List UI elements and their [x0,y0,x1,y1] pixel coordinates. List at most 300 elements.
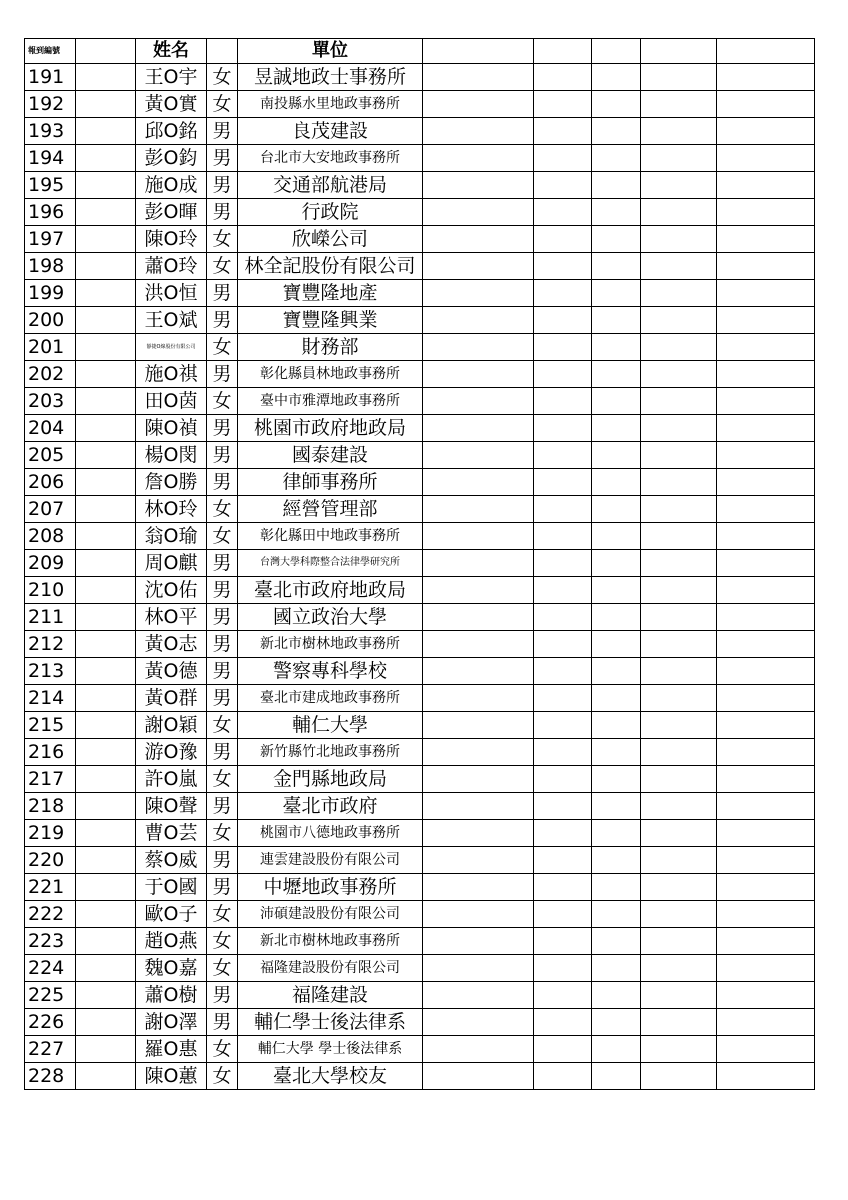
reg-no-cell: 208 [25,523,76,550]
blank-cell [76,1063,136,1090]
header-blank-2 [423,39,534,64]
table-row [25,928,815,955]
sex-cell: 女 [207,712,238,739]
table-row [25,820,815,847]
table-row [25,280,815,307]
blank-cell [641,361,717,388]
header-row [25,39,815,64]
blank-cell [423,739,534,766]
sex-cell: 女 [207,388,238,415]
name-cell: 彭O鈞 [136,145,207,172]
blank-cell [592,820,641,847]
blank-cell [717,496,815,523]
name-cell: 陳O玲 [136,226,207,253]
unit-cell: 福隆建設股份有限公司 [238,955,423,982]
blank-cell [717,847,815,874]
blank-cell [534,226,592,253]
unit-cell: 福隆建設 [238,982,423,1009]
table-row [25,739,815,766]
unit-cell: 國立政治大學 [238,604,423,631]
blank-cell [534,577,592,604]
unit-cell: 新北市樹林地政事務所 [238,631,423,658]
blank-cell [592,1036,641,1063]
unit-cell: 臺中市雅潭地政事務所 [238,388,423,415]
blank-cell [592,415,641,442]
reg-no-cell: 216 [25,739,76,766]
blank-cell [423,172,534,199]
blank-cell [76,982,136,1009]
reg-no-cell: 228 [25,1063,76,1090]
unit-cell: 台北市大安地政事務所 [238,145,423,172]
blank-cell [534,361,592,388]
sex-cell: 男 [207,847,238,874]
blank-cell [76,955,136,982]
blank-cell [592,1063,641,1090]
blank-cell [641,145,717,172]
blank-cell [592,712,641,739]
table-row [25,388,815,415]
name-cell: 詹O勝 [136,469,207,496]
blank-cell [641,334,717,361]
blank-cell [76,64,136,91]
name-cell: 靜捷O線股份有限公司 [136,334,207,361]
blank-cell [592,631,641,658]
blank-cell [592,550,641,577]
blank-cell [534,793,592,820]
table-row [25,955,815,982]
unit-cell: 警察專科學校 [238,658,423,685]
blank-cell [641,253,717,280]
blank-cell [76,388,136,415]
name-cell: 謝O澤 [136,1009,207,1036]
blank-cell [641,766,717,793]
blank-cell [534,739,592,766]
table-row [25,1009,815,1036]
blank-cell [76,496,136,523]
name-cell: 彭O暉 [136,199,207,226]
sex-cell: 女 [207,91,238,118]
blank-cell [76,145,136,172]
blank-cell [423,874,534,901]
reg-no-cell: 192 [25,91,76,118]
sex-cell: 男 [207,1009,238,1036]
blank-cell [423,712,534,739]
table-row [25,361,815,388]
blank-cell [534,712,592,739]
blank-cell [592,685,641,712]
reg-no-cell: 195 [25,172,76,199]
blank-cell [592,901,641,928]
name-cell: 蕭O玲 [136,253,207,280]
blank-cell [717,145,815,172]
blank-cell [592,199,641,226]
blank-cell [717,550,815,577]
reg-no-cell: 215 [25,712,76,739]
sex-cell: 男 [207,658,238,685]
blank-cell [717,928,815,955]
blank-cell [76,658,136,685]
table-row [25,523,815,550]
reg-no-cell: 196 [25,199,76,226]
reg-no-cell: 209 [25,550,76,577]
sex-cell: 女 [207,253,238,280]
name-cell: 蔡O威 [136,847,207,874]
blank-cell [592,334,641,361]
blank-cell [423,388,534,415]
table-row [25,847,815,874]
reg-no-cell: 219 [25,820,76,847]
reg-no-cell: 214 [25,685,76,712]
name-cell: 施O成 [136,172,207,199]
blank-cell [717,604,815,631]
unit-cell: 金門縣地政局 [238,766,423,793]
unit-cell: 新北市樹林地政事務所 [238,928,423,955]
blank-cell [76,226,136,253]
header-blank-6 [717,39,815,64]
blank-cell [534,928,592,955]
name-cell: 王O宇 [136,64,207,91]
blank-cell [534,307,592,334]
sex-cell: 男 [207,550,238,577]
sex-cell: 男 [207,793,238,820]
blank-cell [423,118,534,145]
blank-cell [534,955,592,982]
table-row [25,793,815,820]
table-row [25,64,815,91]
blank-cell [76,847,136,874]
blank-cell [641,685,717,712]
blank-cell [534,1063,592,1090]
blank-cell [423,334,534,361]
reg-no-cell: 221 [25,874,76,901]
blank-cell [641,739,717,766]
blank-cell [423,280,534,307]
blank-cell [592,145,641,172]
blank-cell [641,1009,717,1036]
blank-cell [592,253,641,280]
blank-cell [641,577,717,604]
unit-cell: 律師事務所 [238,469,423,496]
reg-no-cell: 198 [25,253,76,280]
blank-cell [717,118,815,145]
blank-cell [641,982,717,1009]
blank-cell [423,604,534,631]
blank-cell [717,1036,815,1063]
blank-cell [717,307,815,334]
blank-cell [423,307,534,334]
blank-cell [717,226,815,253]
unit-cell: 寶豐隆興業 [238,307,423,334]
reg-no-cell: 211 [25,604,76,631]
sex-cell: 男 [207,604,238,631]
blank-cell [717,874,815,901]
blank-cell [592,847,641,874]
name-cell: 歐O子 [136,901,207,928]
reg-no-cell: 197 [25,226,76,253]
table-row [25,172,815,199]
reg-no-cell: 217 [25,766,76,793]
header-blank-3 [534,39,592,64]
sex-cell: 女 [207,64,238,91]
blank-cell [534,1009,592,1036]
blank-cell [423,1009,534,1036]
blank-cell [534,172,592,199]
blank-cell [641,307,717,334]
blank-cell [717,388,815,415]
blank-cell [423,793,534,820]
blank-cell [76,442,136,469]
blank-cell [592,64,641,91]
blank-cell [592,955,641,982]
blank-cell [76,1036,136,1063]
blank-cell [641,118,717,145]
unit-cell: 彰化縣田中地政事務所 [238,523,423,550]
table-row [25,145,815,172]
name-cell: 林O玲 [136,496,207,523]
blank-cell [76,253,136,280]
blank-cell [76,820,136,847]
sex-cell: 男 [207,739,238,766]
table-row [25,307,815,334]
blank-cell [423,820,534,847]
blank-cell [423,928,534,955]
blank-cell [534,874,592,901]
table-row [25,982,815,1009]
blank-cell [423,145,534,172]
blank-cell [534,820,592,847]
blank-cell [423,496,534,523]
unit-cell: 桃園市政府地政局 [238,415,423,442]
blank-cell [641,442,717,469]
blank-cell [717,739,815,766]
reg-no-cell: 199 [25,280,76,307]
blank-cell [534,631,592,658]
name-cell: 陳O禎 [136,415,207,442]
table-row [25,685,815,712]
table-row [25,334,815,361]
reg-no-cell: 222 [25,901,76,928]
blank-cell [717,901,815,928]
blank-cell [717,766,815,793]
blank-cell [423,415,534,442]
unit-cell: 臺北大學校友 [238,1063,423,1090]
sex-cell: 男 [207,469,238,496]
unit-cell: 寶豐隆地產 [238,280,423,307]
sex-cell: 男 [207,145,238,172]
sex-cell: 男 [207,172,238,199]
blank-cell [423,442,534,469]
blank-cell [423,847,534,874]
blank-cell [592,91,641,118]
blank-cell [534,685,592,712]
blank-cell [641,280,717,307]
name-cell: 翁O瑜 [136,523,207,550]
blank-cell [423,901,534,928]
blank-cell [641,550,717,577]
blank-cell [641,901,717,928]
name-cell: 游O豫 [136,739,207,766]
table-row [25,901,815,928]
blank-cell [534,523,592,550]
name-cell: 邱O銘 [136,118,207,145]
unit-cell: 臺北市政府地政局 [238,577,423,604]
blank-cell [641,604,717,631]
unit-cell: 台灣大學科際整合法律學研究所 [238,550,423,577]
sex-cell: 女 [207,901,238,928]
blank-cell [717,199,815,226]
blank-cell [592,226,641,253]
blank-cell [76,712,136,739]
blank-cell [76,874,136,901]
blank-cell [592,982,641,1009]
blank-cell [641,64,717,91]
blank-cell [592,442,641,469]
blank-cell [641,874,717,901]
blank-cell [641,199,717,226]
attendance-table [24,38,815,1090]
blank-cell [76,604,136,631]
unit-cell: 新竹縣竹北地政事務所 [238,739,423,766]
blank-cell [641,928,717,955]
blank-cell [534,982,592,1009]
blank-cell [592,118,641,145]
blank-cell [76,739,136,766]
blank-cell [717,631,815,658]
unit-cell: 經營管理部 [238,496,423,523]
blank-cell [76,415,136,442]
blank-cell [423,361,534,388]
reg-no-cell: 203 [25,388,76,415]
blank-cell [717,793,815,820]
blank-cell [641,469,717,496]
blank-cell [76,280,136,307]
name-cell: 羅O惠 [136,1036,207,1063]
name-cell: 陳O蕙 [136,1063,207,1090]
name-cell: 曹O芸 [136,820,207,847]
blank-cell [423,1063,534,1090]
unit-cell: 輔仁大學 [238,712,423,739]
blank-cell [641,658,717,685]
blank-cell [534,415,592,442]
table-row [25,442,815,469]
unit-cell: 輔仁學士後法律系 [238,1009,423,1036]
blank-cell [717,334,815,361]
sex-cell: 女 [207,820,238,847]
name-cell: 魏O嘉 [136,955,207,982]
blank-cell [534,253,592,280]
sex-cell: 男 [207,982,238,1009]
reg-no-cell: 213 [25,658,76,685]
blank-cell [717,1063,815,1090]
blank-cell [423,253,534,280]
blank-cell [717,172,815,199]
unit-cell: 交通部航港局 [238,172,423,199]
table-row [25,631,815,658]
blank-cell [717,361,815,388]
blank-cell [534,145,592,172]
blank-cell [76,172,136,199]
blank-cell [423,226,534,253]
blank-cell [641,415,717,442]
header-unit: 單位 [238,39,423,64]
reg-no-cell: 202 [25,361,76,388]
name-cell: 田O茵 [136,388,207,415]
blank-cell [592,604,641,631]
table-row [25,766,815,793]
blank-cell [592,739,641,766]
reg-no-cell: 200 [25,307,76,334]
blank-cell [423,685,534,712]
unit-cell: 彰化縣員林地政事務所 [238,361,423,388]
table-row [25,91,815,118]
unit-cell: 行政院 [238,199,423,226]
blank-cell [717,820,815,847]
reg-no-cell: 210 [25,577,76,604]
reg-no-cell: 191 [25,64,76,91]
blank-cell [534,847,592,874]
blank-cell [592,388,641,415]
blank-cell [641,820,717,847]
blank-cell [76,631,136,658]
header-reg-no: 報到編號 [25,39,76,64]
blank-cell [592,928,641,955]
table-row [25,496,815,523]
sex-cell: 女 [207,1036,238,1063]
name-cell: 蕭O樹 [136,982,207,1009]
sex-cell: 男 [207,361,238,388]
blank-cell [717,658,815,685]
blank-cell [717,91,815,118]
blank-cell [534,64,592,91]
name-cell: 洪O恒 [136,280,207,307]
unit-cell: 財務部 [238,334,423,361]
blank-cell [76,334,136,361]
unit-cell: 國泰建設 [238,442,423,469]
sex-cell: 男 [207,874,238,901]
name-cell: 黃O實 [136,91,207,118]
blank-cell [423,91,534,118]
reg-no-cell: 220 [25,847,76,874]
blank-cell [534,901,592,928]
blank-cell [592,874,641,901]
blank-cell [717,523,815,550]
blank-cell [592,523,641,550]
blank-cell [76,550,136,577]
sex-cell: 女 [207,334,238,361]
blank-cell [717,442,815,469]
blank-cell [717,1009,815,1036]
header-blank-1 [76,39,136,64]
unit-cell: 昱誠地政士事務所 [238,64,423,91]
reg-no-cell: 227 [25,1036,76,1063]
table-row [25,226,815,253]
blank-cell [76,91,136,118]
blank-cell [534,604,592,631]
reg-no-cell: 212 [25,631,76,658]
blank-cell [641,172,717,199]
header-blank-5 [641,39,717,64]
sex-cell: 男 [207,199,238,226]
blank-cell [76,901,136,928]
blank-cell [717,253,815,280]
blank-cell [76,1009,136,1036]
blank-cell [423,1036,534,1063]
blank-cell [592,766,641,793]
blank-cell [641,847,717,874]
table-row [25,118,815,145]
blank-cell [76,307,136,334]
blank-cell [423,523,534,550]
